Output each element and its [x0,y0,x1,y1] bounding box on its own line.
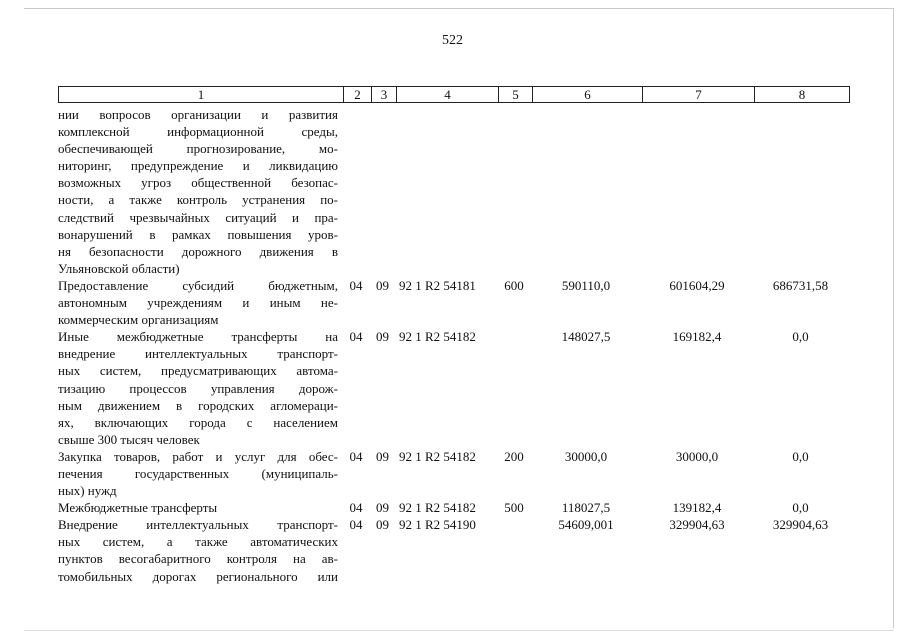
header-col-8: 8 [754,87,849,102]
amount-year-1: 590110,0 [561,277,611,293]
amount-year-3 [753,106,848,277]
amount-year-3: 0,0 [792,448,809,464]
table-row [58,277,848,328]
subsection-code: 09 [376,448,389,464]
table-row [58,499,848,516]
row-description [58,106,342,277]
description-line: ях, включающих города с населением [58,414,338,430]
description-line: внедрение интеллектуальных транспорт- [58,346,338,362]
header-col-6: 6 [532,87,642,102]
section-code: 04 [349,329,363,345]
amount-year-2: 601604,29 [669,277,725,293]
expense-type-code [497,516,531,584]
description-line: следствий чрезвычайных ситуаций и пра- [58,209,338,225]
description-line: ня безопасности дорожного движения в [58,243,338,259]
amount-year-3: 0,0 [792,329,809,345]
section-code: 04 [349,448,363,464]
description-line: возможных угроз общественной безопас- [58,175,338,191]
description-line: Иные межбюджетные трансферты на [58,329,338,345]
subsection-code: 09 [376,500,389,516]
description-line: томобильных дорогах регионального или [58,568,338,584]
amount-year-2: 169182,4 [672,329,722,345]
page-number: 522 [442,33,463,48]
description-line: свыше 300 тысяч человек [58,431,200,447]
description-line: пунктов весогабаритного контроля на ав- [58,551,338,567]
section-code: 04 [349,517,363,533]
amount-year-2: 139182,4 [672,500,722,516]
amount-year-1: 148027,5 [561,329,611,345]
amount-year-2 [641,106,753,277]
scan-border-top [24,8,894,9]
subsection-code [370,106,395,277]
description-line: вонарушений в рамках повышения уров- [58,226,338,242]
subsection-code: 09 [376,277,389,293]
header-col-3: 3 [371,87,396,102]
expense-type-code [497,328,531,448]
description-line: комплексной информационной среды, [58,124,338,140]
description-line: ных) нужд [58,483,117,499]
expense-type-code: 200 [504,448,524,464]
amount-year-1 [531,106,641,277]
amount-year-3: 0,0 [792,500,809,516]
header-col-5: 5 [498,87,532,102]
amount-year-2: 30000,0 [675,448,719,464]
description-line: печения государственных (муниципаль- [58,465,338,481]
table-row [58,106,848,277]
header-col-7: 7 [642,87,754,102]
header-col-1: 1 [197,87,205,102]
description-line: Закупка товаров, работ и услуг для обес- [58,448,338,464]
row-description [58,328,342,448]
amount-year-3: 329904,63 [772,517,829,533]
scan-border-bottom [24,630,894,631]
row-description [58,277,342,328]
section-code: 04 [349,500,363,516]
amount-year-1: 30000,0 [564,448,608,464]
table-row [58,448,848,499]
description-line: тизацию процессов управления дорож- [58,380,338,396]
subsection-code: 09 [376,329,389,345]
description-line: Ульяновской области) [58,260,180,276]
description-line: Предоставление субсидий бюджетным, [58,277,338,293]
description-line: ниторинг, предупреждение и ликвидацию [58,158,338,174]
row-description [58,499,342,516]
amount-year-1: 54609,001 [558,517,614,533]
description-line: коммерческим организациям [58,312,219,328]
description-line: ных систем, предусматривающих автома- [58,363,338,379]
expense-type-code: 600 [504,277,524,293]
section-code [342,106,370,277]
description-line: нии вопросов организации и развития [58,107,338,122]
table-row [58,328,848,448]
amount-year-1: 118027,5 [561,500,611,516]
target-article-code: 92 1 R2 54182 [399,329,476,345]
header-col-2: 2 [343,87,371,102]
description-line: ности, а также контроль устранения по- [58,192,338,208]
description-line: обеспечивающей прогнозирование, мо- [58,141,338,157]
description-line: ных систем, а также автоматических [58,534,338,550]
header-col-4: 4 [396,87,498,102]
table-body [58,106,848,585]
target-article-code: 92 1 R2 54181 [399,277,476,293]
target-article-code [395,106,497,277]
target-article-code: 92 1 R2 54182 [399,500,476,516]
expense-type-code: 500 [504,500,524,516]
target-article-code: 92 1 R2 54190 [399,517,476,533]
scan-border-right [893,8,894,628]
row-description [58,516,342,584]
row-description [58,448,342,499]
description-line: ным движением в городских агломераци- [58,397,338,413]
section-code: 04 [349,277,363,293]
description-line: Межбюджетные трансферты [58,500,218,516]
table-header-row [58,86,850,103]
subsection-code: 09 [376,517,389,533]
amount-year-2: 329904,63 [669,517,725,533]
description-line: автономным учреждениям и иным не- [58,295,338,311]
target-article-code: 92 1 R2 54182 [399,448,476,464]
amount-year-3: 686731,58 [772,277,829,293]
table-row [58,516,848,584]
description-line: Внедрение интеллектуальных транспорт- [58,517,338,533]
expense-type-code [497,106,531,277]
